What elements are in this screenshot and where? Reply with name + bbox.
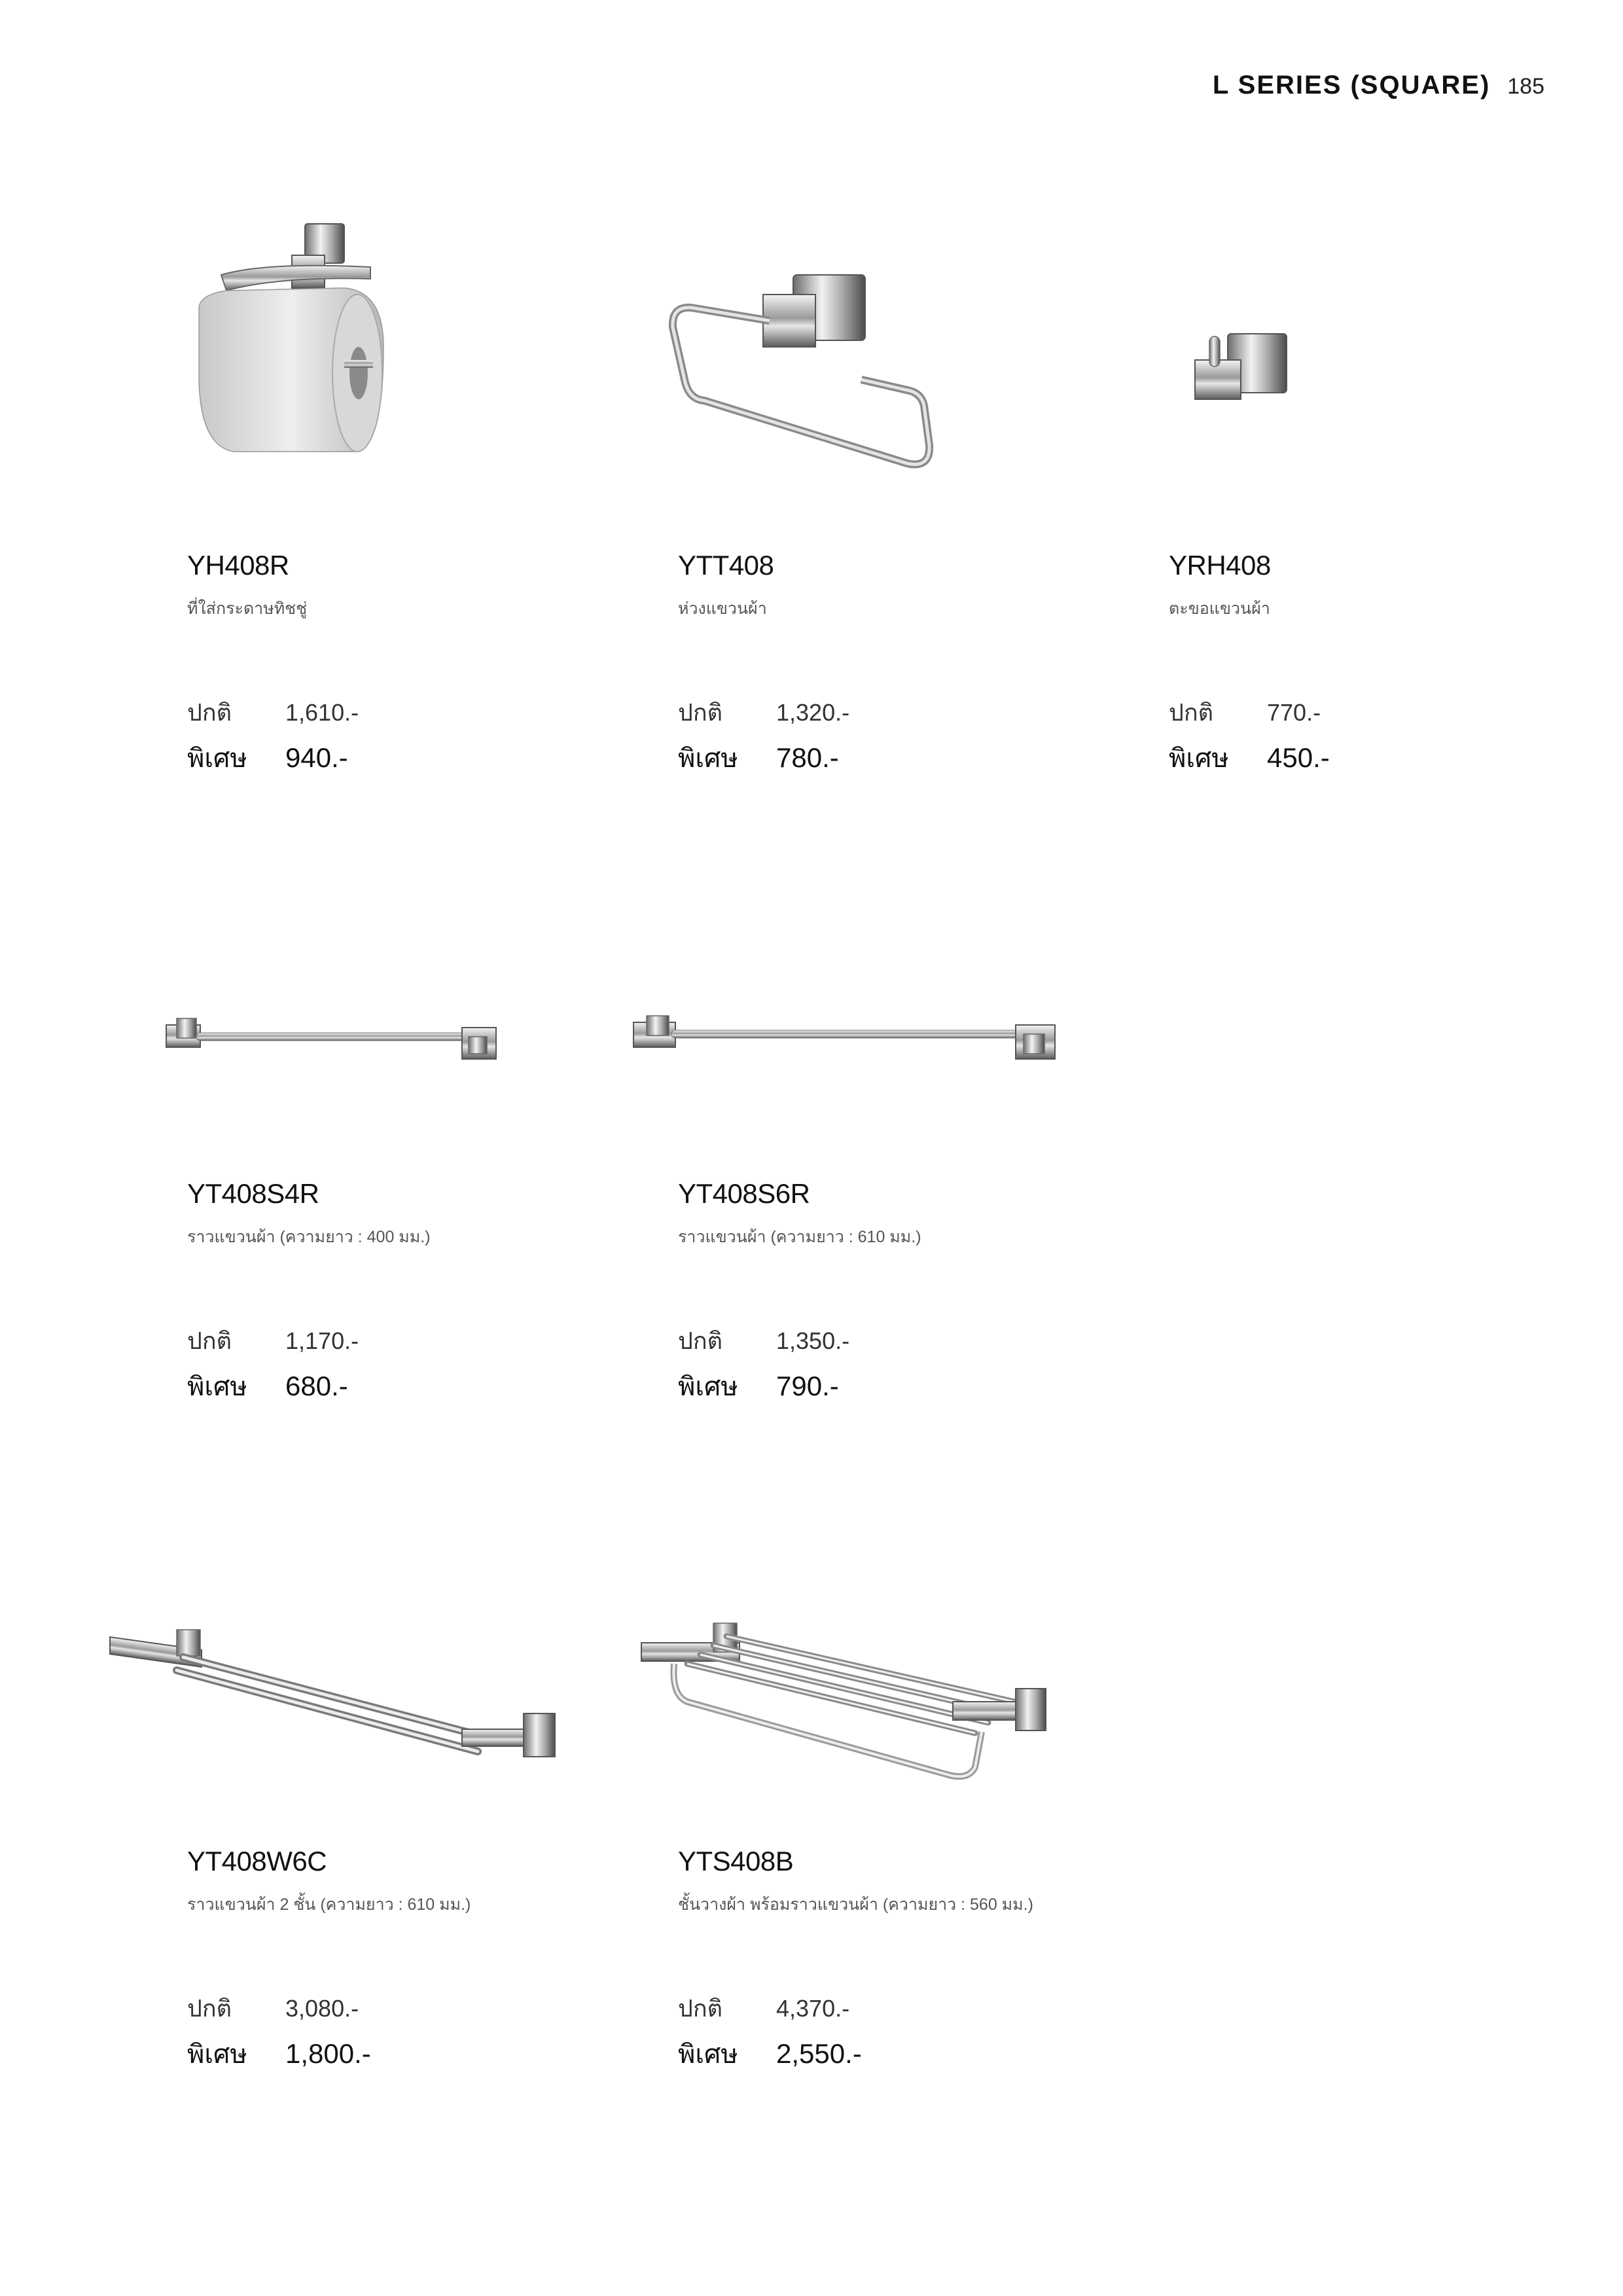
special-price-label: พิเศษ [187,744,247,773]
special-price-value: 450.- [1267,742,1330,773]
towel-ring-icon [665,268,946,471]
special-price-value: 680.- [285,1371,348,1401]
normal-price-label: ปกติ [187,1327,232,1354]
towel-bar-icon [161,1008,501,1067]
normal-price-row [678,1990,849,2027]
product-card-yts408b [678,1512,1136,2101]
towel-bar-long-icon [628,1008,1060,1067]
special-price-value: 780.- [776,742,839,773]
normal-price-label: ปกติ [678,1327,723,1354]
normal-price-row [187,1322,359,1359]
special-price-value: 1,800.- [285,2038,371,2069]
product-code: YT408S4R [187,1178,319,1209]
special-price-label: พิเศษ [678,2040,738,2069]
special-price-row [678,2033,862,2075]
product-description: ห่วงแขวนผ้า [678,600,767,618]
normal-price-label: ปกติ [1169,699,1214,726]
product-code: YTS408B [678,1846,794,1876]
normal-price-label: ปกติ [187,699,232,726]
special-price-row [1169,737,1330,779]
special-price-value: 940.- [285,742,348,773]
product-code: YTT408 [678,550,774,581]
normal-price-row [678,1322,849,1359]
special-price-row [187,2033,371,2075]
normal-price-value: 1,170.- [285,1327,359,1354]
product-card-ytt408 [678,216,1136,805]
special-price-value: 2,550.- [776,2038,862,2069]
product-code: YT408W6C [187,1846,327,1876]
product-card-yh408r [187,216,645,805]
special-price-row [678,1365,839,1407]
normal-price-value: 1,610.- [285,699,359,726]
product-code: YT408S6R [678,1178,810,1209]
special-price-label: พิเศษ [1169,744,1229,773]
product-card-yt408w6c [187,1512,645,2101]
product-code: YRH408 [1169,550,1271,581]
special-price-value: 790.- [776,1371,839,1401]
product-description: ราวแขวนผ้า (ความยาว : 610 มม.) [678,1228,921,1246]
product-code: YH408R [187,550,289,581]
normal-price-value: 1,320.- [776,699,850,726]
special-price-label: พิเศษ [187,2040,247,2069]
normal-price-row [187,694,359,731]
product-card-yt408s6r [678,844,1136,1433]
normal-price-row [678,694,849,731]
product-card-yrh408 [1169,216,1623,805]
special-price-label: พิเศษ [678,1372,738,1401]
series-title: L SERIES (SQUARE) [1212,71,1491,99]
normal-price-label: ปกติ [187,1995,232,2022]
special-price-row [187,737,348,779]
product-description: ราวแขวนผ้า 2 ชั้น (ความยาว : 610 มม.) [187,1895,471,1914]
special-price-row [678,737,839,779]
special-price-label: พิเศษ [187,1372,247,1401]
towel-shelf-icon [635,1604,1054,1800]
product-description: ราวแขวนผ้า (ความยาว : 400 มม.) [187,1228,431,1246]
product-card-yt408s4r [187,844,645,1433]
normal-price-value: 1,350.- [776,1327,850,1354]
normal-price-value: 770.- [1267,699,1321,726]
normal-price-row [1169,694,1321,731]
normal-price-row [187,1990,359,2027]
robe-hook-icon [1188,327,1293,406]
special-price-row [187,1365,348,1407]
toilet-paper-holder-icon [187,216,397,471]
special-price-label: พิเศษ [678,744,738,773]
normal-price-value: 3,080.- [285,1995,359,2022]
normal-price-label: ปกติ [678,1995,723,2022]
normal-price-value: 4,370.- [776,1995,850,2022]
double-towel-bar-icon [105,1623,563,1774]
page-header [1213,71,1544,100]
page-number: 185 [1507,74,1544,99]
product-description: ตะขอแขวนผ้า [1169,600,1270,618]
normal-price-label: ปกติ [678,699,723,726]
product-description: ชั้นวางผ้า พร้อมราวแขวนผ้า (ความยาว : 560 มม.) [678,1895,1033,1914]
product-description: ที่ใส่กระดาษทิชชู่ [187,600,308,618]
